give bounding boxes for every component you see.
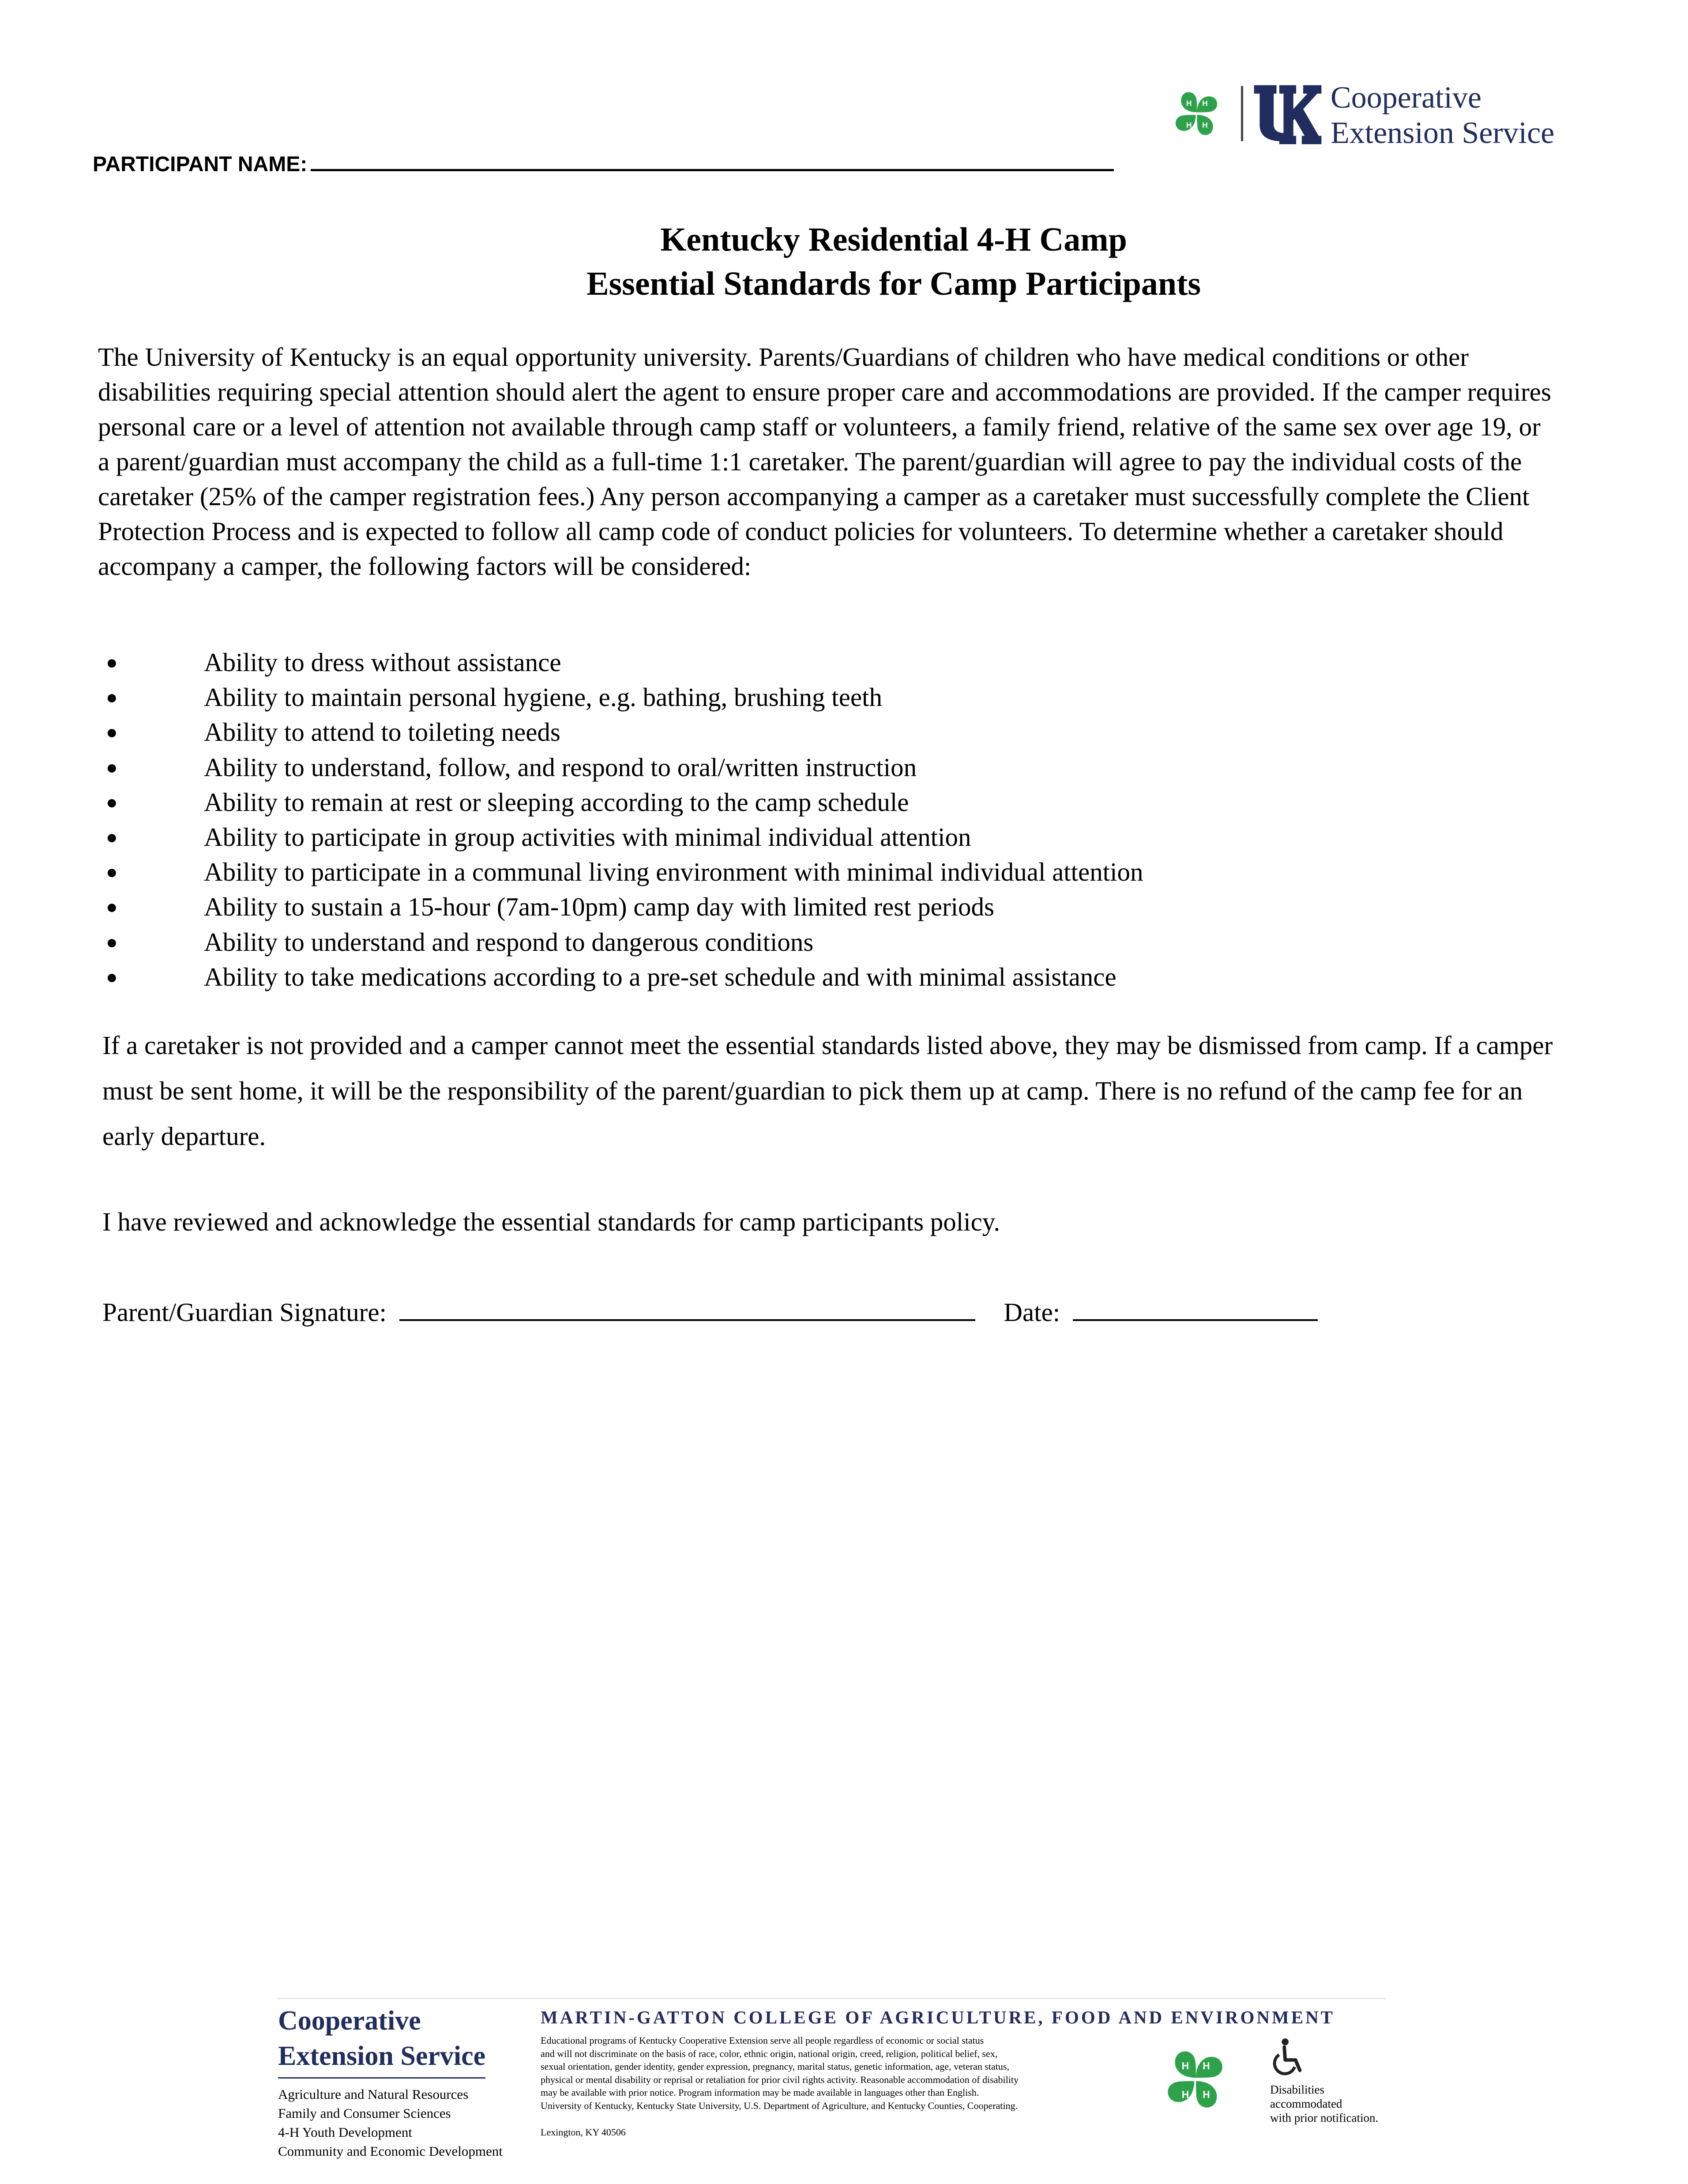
signature-label: Parent/Guardian Signature: — [102, 1298, 387, 1327]
footer-programs — [278, 2085, 503, 2161]
svg-text:H: H — [1202, 99, 1208, 108]
footer-brand-underline — [278, 2077, 485, 2079]
svg-text:H: H — [1203, 2060, 1210, 2072]
accessibility-note — [1270, 2083, 1378, 2125]
factors-list — [98, 645, 1554, 994]
factor-text: Ability to participate in a communal living environment with minimal individual attention — [204, 857, 1143, 887]
acknowledgement-statement: I have reviewed and acknowledge the essential standards for camp participants policy. — [102, 1207, 1000, 1236]
intro-text: The University of Kentucky is an equal opportunity university. Parents/Guardians of children who have medical conditions or other disabilities requiring special attention should alert the agent to ensure proper care and accommodations are provided. If the camper requires personal care or a level of attention not available through camp staff or volunteers, a family friend, relative of the same sex over age 19, or a parent/guardian must accompany the child as a full-time 1:1 caretaker. The parent/guardian will agree to pay the individual costs of the caretaker (25% of the camper registration fees.) Any person accompanying a camper as a caretaker must successfully complete the Client Protection Process and is expected to follow all camp code of conduct policies for volunteers. To determine whether a caretaker should accompany a camper, the following factors will be considered: — [98, 342, 1551, 581]
legal-line: sexual orientation, gender identity, gender expression, pregnancy, marital status, genetic information, age, veteran status, — [541, 2061, 1009, 2072]
legal-line: and will not discriminate on the basis of race, color, ethnic origin, national origin, creed, religion, political belief, sex, — [541, 2048, 998, 2059]
list-item — [98, 820, 1554, 855]
accessibility-line: Disabilities — [1270, 2083, 1324, 2096]
footer-brand-line2: Extension Service — [278, 2041, 486, 2071]
list-item — [98, 960, 1554, 994]
logo-line1: Cooperative — [1331, 81, 1482, 115]
bullet-icon: ● — [106, 756, 118, 778]
list-item — [98, 855, 1554, 889]
program-item: Agriculture and Natural Resources — [278, 2086, 469, 2102]
program-item: 4-H Youth Development — [278, 2124, 412, 2140]
signature-line[interactable] — [399, 1297, 975, 1321]
svg-text:H: H — [1202, 120, 1208, 130]
list-item — [98, 680, 1554, 715]
svg-text:H: H — [1181, 2060, 1189, 2072]
legal-line: University of Kentucky, Kentucky State University, U.S. Department of Agriculture, and Kentucky Counties, Cooperating. — [541, 2100, 1018, 2111]
factor-text: Ability to sustain a 15-hour (7am-10pm) camp day with limited rest periods — [204, 892, 994, 922]
footer-brand — [278, 2003, 485, 2074]
footer-college-name: MARTIN-GATTON COLLEGE OF AGRICULTURE, FOOD AND ENVIRONMENT — [541, 2007, 1335, 2027]
logo-wordmark — [1331, 80, 1554, 151]
svg-text:H: H — [1186, 99, 1192, 108]
factor-text: Ability to take medications according to a pre-set schedule and with minimal assistance — [204, 962, 1117, 991]
bullet-icon: ● — [106, 791, 118, 813]
footer-address: Lexington, KY 40506 — [541, 2127, 626, 2138]
participant-name-label: PARTICIPANT NAME: — [93, 153, 308, 176]
intro-paragraph — [98, 340, 1554, 584]
4h-clover-icon — [1165, 82, 1229, 146]
bullet-icon: ● — [106, 687, 118, 709]
bullet-icon: ● — [106, 826, 118, 848]
list-item — [98, 645, 1554, 680]
factor-text: Ability to participate in group activities with minimal individual attention — [204, 822, 971, 852]
factor-text: Ability to understand, follow, and respond to oral/written instruction — [204, 752, 917, 782]
list-item — [98, 889, 1554, 924]
footer-divider — [278, 1998, 1386, 1999]
dismissal-paragraph: If a caretaker is not provided and a camper cannot meet the essential standards listed above, they may be dismissed from camp. If a camper must be sent home, it will be the responsibility of the parent/guardian to pick them up at camp. There is no refund of the camp fee for an early departure. — [102, 1031, 1553, 1151]
document-title: Kentucky Residential 4-H Camp — [660, 221, 1127, 258]
legal-line: may be available with prior notice. Program information may be made available in languages other than English. — [541, 2087, 979, 2098]
wheelchair-accessibility-icon — [1271, 2038, 1306, 2077]
document-subtitle: Essential Standards for Camp Participants — [586, 265, 1201, 302]
participant-name-field — [93, 152, 1114, 176]
uk-logo-icon — [1252, 84, 1323, 146]
bullet-icon: ● — [106, 652, 118, 673]
program-item: Family and Consumer Sciences — [278, 2105, 451, 2121]
logo-line2: Extension Service — [1331, 116, 1555, 150]
list-item — [98, 925, 1554, 960]
bullet-icon: ● — [106, 861, 118, 883]
accessibility-line: accommodated — [1270, 2097, 1342, 2110]
4h-clover-icon — [1154, 2038, 1238, 2121]
logo-divider — [1241, 86, 1243, 141]
legal-line: Educational programs of Kentucky Cooperative Extension serve all people regardless of economic or social status — [541, 2035, 984, 2046]
factor-text: Ability to attend to toileting needs — [204, 717, 560, 747]
bullet-icon: ● — [106, 721, 118, 743]
participant-name-line[interactable] — [311, 152, 1114, 171]
factor-text: Ability to remain at rest or sleeping according to the camp schedule — [204, 787, 909, 817]
footer-legal-text — [541, 2034, 1158, 2112]
signature-row — [102, 1297, 1318, 1328]
program-item: Community and Economic Development — [278, 2143, 503, 2159]
svg-text:H: H — [1186, 120, 1192, 130]
list-item — [98, 785, 1554, 820]
footer-brand-line1: Cooperative — [278, 2006, 421, 2036]
legal-line: physical or mental disability or reprisal or retaliation for prior civil rights activity. Reasonable accommodation of disability — [541, 2074, 1019, 2085]
list-item — [98, 750, 1554, 785]
date-line[interactable] — [1073, 1297, 1318, 1321]
bullet-icon: ● — [106, 896, 118, 918]
factor-text: Ability to understand and respond to dangerous conditions — [204, 927, 814, 957]
factor-text: Ability to maintain personal hygiene, e.g. bathing, brushing teeth — [204, 683, 882, 712]
factor-text: Ability to dress without assistance — [204, 648, 561, 677]
bullet-icon: ● — [106, 966, 118, 988]
svg-text:H: H — [1203, 2088, 1210, 2100]
accessibility-line: with prior notification. — [1270, 2111, 1379, 2124]
date-label: Date: — [1004, 1298, 1060, 1327]
list-item — [98, 715, 1554, 750]
svg-text:H: H — [1181, 2088, 1189, 2100]
bullet-icon: ● — [106, 931, 118, 953]
